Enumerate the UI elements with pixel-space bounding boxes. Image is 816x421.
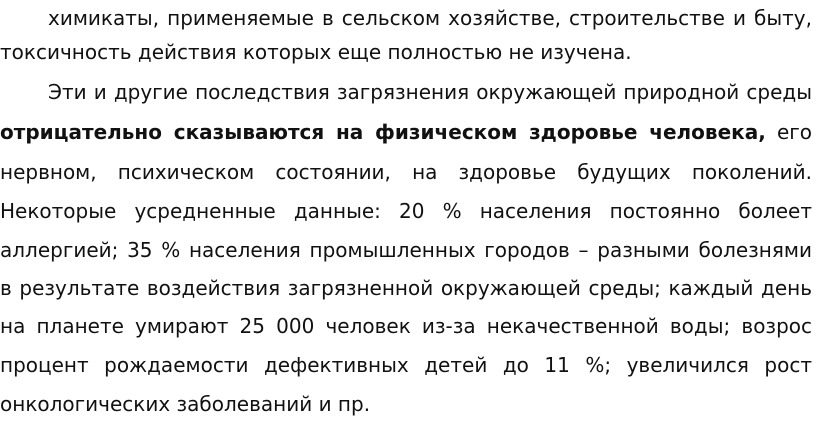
paragraph-1-line-2: токсичность действия которых еще полностью не изучена.	[0, 40, 632, 64]
paragraph-1-line-1: химикаты, применяемые в сельском хозяйстве, строительстве и быту,	[48, 6, 812, 30]
paragraph-2-line-7: на планете умирают 25 000 человек из-за некачественной воды; возрос	[0, 314, 812, 338]
paragraph-2-line-2	[0, 120, 812, 144]
paragraph-2-line-2-rest: его	[776, 120, 813, 144]
paragraph-2-line-1: Эти и другие последствия загрязнения окружающей природной среды	[48, 80, 812, 104]
bold-phrase: отрицательно сказываются на физическом здоровье человека,	[0, 120, 766, 144]
paragraph-2-line-8: процент рождаемости дефективных детей до 11 %; увеличился рост	[0, 353, 812, 377]
paragraph-2-line-5: аллергией; 35 % населения промышленных городов – разными болезнями	[0, 238, 812, 262]
paragraph-2-line-3: нервном, психическом состоянии, на здоровье будущих поколений.	[0, 160, 812, 184]
paragraph-2-line-4: Некоторые усредненные данные: 20 % населения постоянно болеет	[0, 199, 812, 223]
paragraph-2-line-9: онкологических заболеваний и пр.	[0, 392, 371, 416]
paragraph-2-line-6: в результате воздействия загрязненной окружающей среды; каждый день	[0, 276, 812, 300]
